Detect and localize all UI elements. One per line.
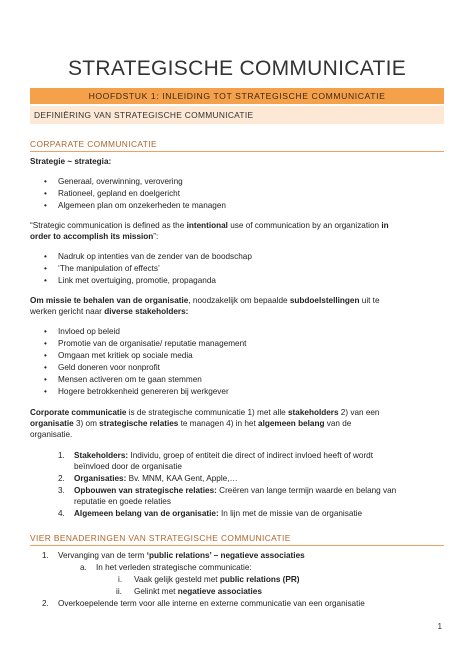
corporate-definition-line-3: organisatie.	[30, 430, 73, 439]
numbered-item-continuation: beïnvloed door de organisatie	[74, 462, 182, 471]
list-item: • Hogere betrokkenheid genereren bij werkgever	[58, 386, 229, 397]
numbered-item: 1. Vervanging van de term ‘public relations’ – negatieve associaties	[42, 551, 305, 560]
numbered-item: 2. Overkoepelende term voor alle interne en externe communicatie van een organisatie	[42, 599, 365, 608]
numbered-item: 1. Stakeholders: Individu, groep of entiteit die direct of indirect invloed heeft of wordt	[58, 451, 374, 460]
list-item: • Link met overtuiging, promotie, propaganda	[58, 275, 216, 286]
list-item: • Invloed op beleid	[58, 326, 120, 337]
list-item: • ‘The manipulation of effects’	[58, 263, 160, 274]
chapter-heading: HOOFDSTUK 1: INLEIDING TOT STRATEGISCHE COMMUNICATIE	[30, 88, 444, 104]
sub-item-ii: ii. Gelinkt met negatieve associaties	[116, 587, 262, 596]
document-title: STRATEGISCHE COMMUNICATIE	[67, 57, 407, 80]
numbered-item: 2. Organisaties: Bv. MNM, KAA Gent, Apple,…	[58, 474, 238, 483]
quote-line-1: “Strategic communication is defined as the intentional use of communication by an organization in	[30, 221, 389, 230]
missie-line-2: werken gericht naar diverse stakeholders:	[30, 307, 189, 316]
numbered-item: 4. Algemeen belang van de organisatie: In lijn met de missie van de organisatie	[58, 509, 363, 518]
missie-line-1: Om missie te behalen van de organisatie, noodzakelijk om bepaalde subdoelstellingen uit te	[30, 296, 380, 305]
list-item: • Mensen activeren om te gaan stemmen	[58, 374, 202, 385]
sub-item-a: a. In het verleden strategische communicatie:	[80, 563, 252, 572]
list-item: • Algemeen plan om onzekerheden te managen	[58, 200, 226, 211]
subsection-heading-vier: VIER BENADERINGEN VAN STRATEGISCHE COMMUNICATIE	[30, 532, 444, 546]
numbered-item: 3. Opbouwen van strategische relaties: Creëren van lange termijn waarde en belang van	[58, 486, 397, 495]
strategie-heading: Strategie ~ strategia:	[30, 157, 112, 166]
section-heading: DEFINIËRING VAN STRATEGISCHE COMMUNICATIE	[30, 106, 444, 124]
list-item: • Omgaan met kritiek op sociale media	[58, 350, 193, 361]
corporate-definition-line-1: Corporate communicatie is de strategische communicatie 1) met alle stakeholders 2) van een	[30, 408, 380, 417]
subsection-heading-corporate: CORPARATE COMMUNICATIE	[30, 138, 444, 152]
quote-line-2: order to accomplish its mission”:	[30, 232, 159, 241]
sub-item-i: i. Vaak gelijk gesteld met public relations (PR)	[118, 575, 300, 584]
numbered-item-continuation: reputatie en goede relaties	[74, 497, 171, 506]
list-item: • Promotie van de organisatie/ reputatie management	[58, 338, 246, 349]
list-item: • Generaal, overwinning, verovering	[58, 176, 183, 187]
list-item: • Rationeel, gepland en doelgericht	[58, 188, 180, 199]
corporate-definition-line-2: organisatie 3) om strategische relaties te managen 4) in het algemeen belang van de	[30, 419, 352, 428]
page-number: 1	[437, 622, 442, 631]
list-item: • Nadruk op intenties van de zender van de boodschap	[58, 251, 252, 262]
list-item: • Geld doneren voor nonprofit	[58, 362, 160, 373]
